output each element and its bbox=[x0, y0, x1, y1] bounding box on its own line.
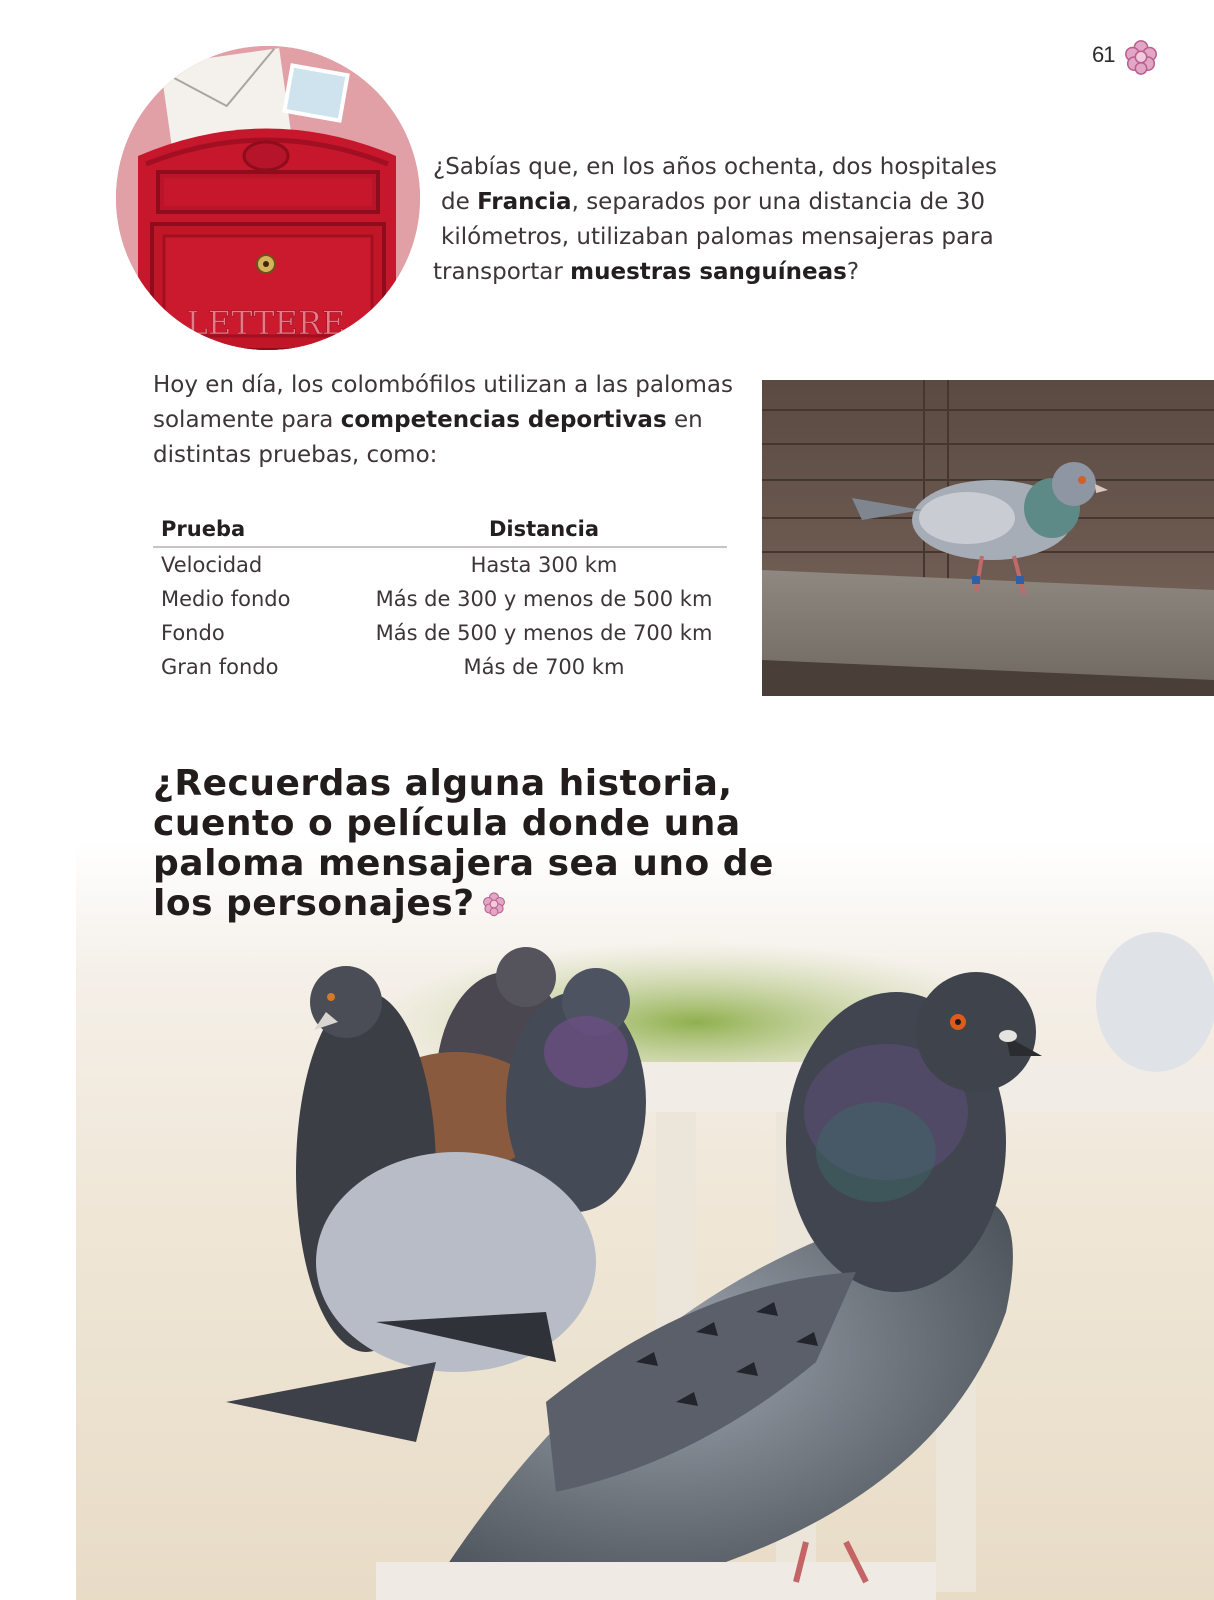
para2-line-1: Hoy en día, los colombófilos utilizan a las palomas bbox=[153, 372, 733, 398]
flower-icon bbox=[1122, 38, 1160, 76]
intro-line-4-post: ? bbox=[846, 259, 860, 285]
intro-line-2-post: , separados por una distancia de 30 bbox=[571, 189, 985, 215]
pruebas-paragraph bbox=[153, 368, 738, 473]
para2-bold-competencias: competencias deportivas bbox=[340, 407, 667, 433]
para2-line-3: distintas pruebas, como: bbox=[153, 442, 438, 468]
table-cell: Más de 300 y menos de 500 km bbox=[375, 587, 713, 611]
pigeon-photo bbox=[762, 380, 1214, 696]
table-cell: Más de 500 y menos de 700 km bbox=[375, 621, 713, 645]
intro-paragraph bbox=[433, 150, 1033, 290]
page-number: 61 bbox=[1092, 42, 1115, 67]
table-row bbox=[153, 548, 727, 582]
table-header bbox=[153, 512, 727, 548]
table-cell: Gran fondo bbox=[161, 655, 279, 679]
para2-line-2-post: en bbox=[666, 407, 703, 433]
question-line-2: cuento o película donde una bbox=[153, 803, 741, 844]
table-row bbox=[153, 650, 727, 684]
table-cell: Hasta 300 km bbox=[470, 553, 618, 577]
pigeons-photo bbox=[76, 842, 1214, 1600]
question-line-4-text: los personajes? bbox=[153, 883, 475, 924]
intro-line-4-pre: transportar bbox=[433, 259, 571, 285]
mailbox-label: LETTERE bbox=[186, 304, 346, 342]
flower-icon bbox=[481, 891, 507, 917]
para2-line-2 bbox=[153, 403, 738, 438]
table-cell: Más de 700 km bbox=[463, 655, 625, 679]
pigeon-wood-illustration bbox=[762, 380, 1214, 696]
table-cell: Medio fondo bbox=[161, 587, 291, 611]
intro-bold-francia: Francia bbox=[477, 189, 572, 215]
mailbox-illustration bbox=[116, 46, 420, 350]
question-line-3: paloma mensajera sea uno de bbox=[153, 843, 774, 884]
table-row bbox=[153, 616, 727, 650]
question-line-1: ¿Recuerdas alguna historia, bbox=[153, 763, 733, 804]
intro-line-4 bbox=[433, 255, 1033, 290]
table-cell: Fondo bbox=[161, 621, 225, 645]
table-cell: Velocidad bbox=[161, 553, 263, 577]
intro-line-2 bbox=[433, 185, 1033, 220]
mailbox-photo bbox=[116, 46, 420, 350]
intro-line-3: kilómetros, utilizaban palomas mensajeras para bbox=[441, 224, 994, 250]
question-heading bbox=[153, 764, 813, 924]
intro-line-1: ¿Sabías que, en los años ochenta, dos hospitales bbox=[433, 154, 998, 180]
header-prueba: Prueba bbox=[161, 517, 246, 541]
intro-line-2-pre: de bbox=[441, 189, 478, 215]
table-row bbox=[153, 582, 727, 616]
intro-bold-muestras: muestras sanguíneas bbox=[570, 259, 847, 285]
header-distancia: Distancia bbox=[488, 517, 600, 541]
pigeons-illustration bbox=[76, 842, 1214, 1600]
question-line-4 bbox=[153, 884, 813, 924]
pruebas-table bbox=[153, 512, 727, 684]
para2-line-2-pre: solamente para bbox=[153, 407, 341, 433]
